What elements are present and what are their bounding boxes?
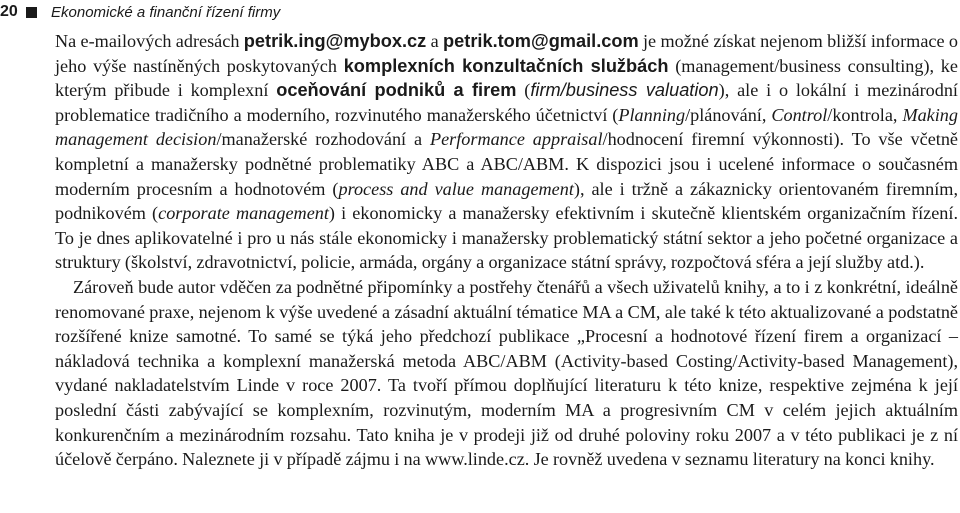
text-run: /plánování, bbox=[685, 104, 772, 125]
bold-term: oceňování podniků a firem bbox=[276, 80, 517, 101]
email-address: petrik.tom@gmail.com bbox=[443, 31, 639, 51]
italic-term: Planning bbox=[618, 104, 686, 125]
italic-term: Performance appraisal bbox=[429, 129, 603, 150]
page-header bbox=[0, 0, 280, 24]
square-bullet-icon bbox=[26, 7, 37, 18]
text-run: ( bbox=[516, 80, 531, 101]
text-run: a bbox=[426, 31, 444, 51]
text-run: ), ale i tržně a zákaznicky orientovaném firemním, podnikovém ( bbox=[55, 178, 958, 224]
italic-term: corporate management bbox=[158, 203, 329, 224]
running-title: Ekonomické a finanční řízení firmy bbox=[51, 3, 281, 21]
text-run: (management/business consulting), ke kterým přibude i komplexní bbox=[55, 55, 958, 101]
body-text bbox=[55, 29, 958, 472]
text-run: /kontrola, bbox=[827, 104, 903, 125]
italic-term: process and value management bbox=[338, 178, 574, 199]
text-run: ) i ekonomicky a manažersky efektivním i skutečně klientském organizačním řízení. To je dnes aplikovatelné i pro u nás stále ekonomicky i manažersky problematický státní sektor a jeho početné organizace a struktury (školství, zdravotnictví, policie, armáda, orgány a organizace státní správy, rozpočtová sféra a její služby atd.). bbox=[55, 203, 958, 273]
email-address: petrik.ing@mybox.cz bbox=[243, 31, 427, 51]
paragraph-1 bbox=[55, 29, 958, 275]
text-run: Na e-mailových adresách bbox=[55, 31, 244, 51]
paragraph-2: Zároveň bude autor vděčen za podnětné připomínky a postřehy čtenářů a všech uživatelů knihy, a to i z konkrétní, ideálně renomované praxe, nejenom k výše uvedené a zásadní aktuální tématice MA a CM, ale také k této aktualizované a podstatně rozšířené knize samotné. To samé se týká jeho předchozí publikace „Procesní a hodnotové řízení firem a organizací – nákladová technika a komplexní manažerská metoda ABC/ABM (Activity-based Costing/Activity-based Management), vydané nakladatelstvím Linde v roce 2007. Ta tvoří přímou doplňující literaturu k této knize, respektive zejména k její poslední části zabývající se komplexním, rozvinutým, moderním MA a progresivním CM v celém jejich aktuálním konkurenčním a mezinárodním rozsahu. Tato kniha je v prodeji již od druhé poloviny roku 2007 a v této publikaci je z ní účelově čerpáno. Naleznete ji v případě zájmu i na www.linde.cz. Je rovněž uvedena v seznamu literatury na konci knihy. bbox=[55, 276, 958, 470]
italic-term: Making management decision bbox=[55, 104, 958, 150]
text-run: ), ale i o lokální i mezinárodní problematice tradičního a moderního, rozvinutého manažerského účetnictví ( bbox=[55, 80, 958, 125]
text-run: /manažerské rozhodování a bbox=[216, 129, 430, 150]
page-number: 20 bbox=[0, 3, 18, 20]
text-run: je možné získat nejenom bližší informace o jeho výše nastíněných poskytovaných bbox=[55, 31, 958, 76]
italic-term: Control bbox=[771, 104, 828, 125]
bold-term: komplexních konzultačních službách bbox=[343, 55, 669, 76]
text-run: /hodnocení firemní výkonnosti). To vše včetně kompletní a manažersky podnětné problematiky ABC a ABC/ABM. K dispozici jsou i ucelené informace o současném moderním procesním a hodnotovém ( bbox=[55, 129, 959, 199]
italic-term: firm/business valuation bbox=[530, 80, 719, 101]
